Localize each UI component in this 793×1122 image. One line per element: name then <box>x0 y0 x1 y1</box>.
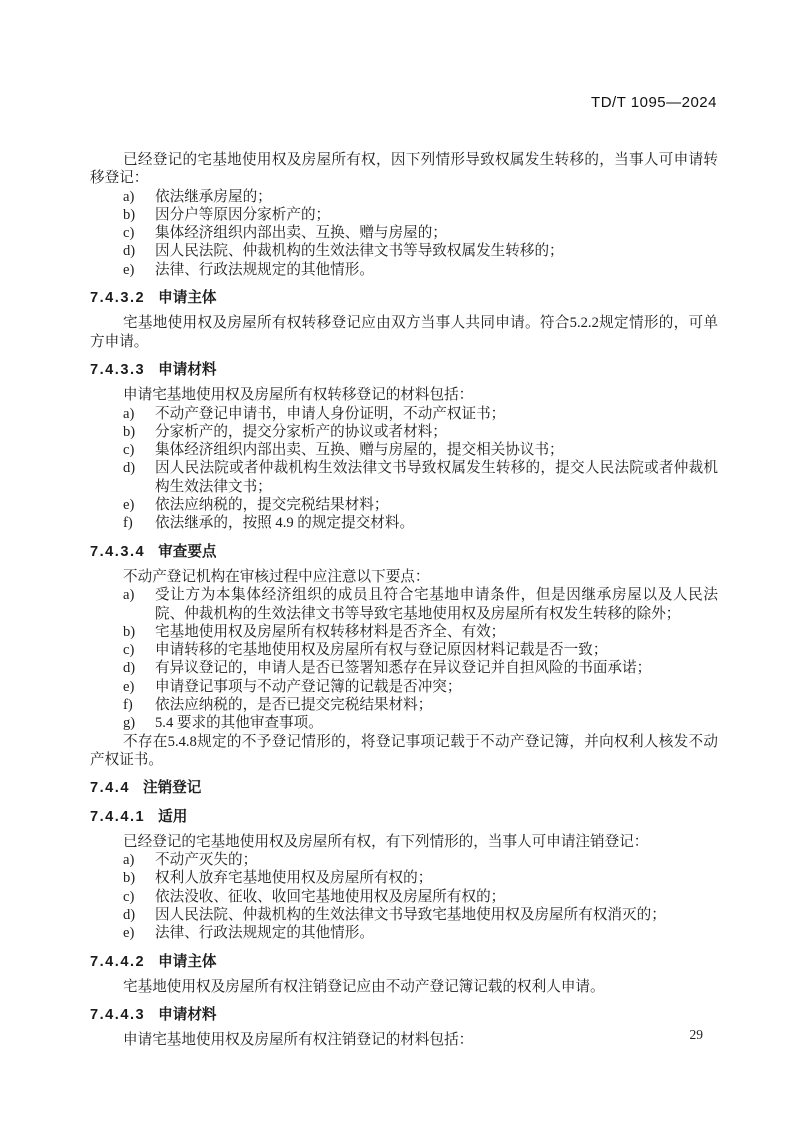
list-item <box>90 261 718 279</box>
list-item <box>90 678 718 696</box>
list-item-text: 申请登记事项与不动产登记簿的记载是否冲突； <box>155 678 462 695</box>
list-item-letter: f) <box>123 515 133 532</box>
list-item <box>90 224 718 242</box>
document-content <box>90 151 718 1050</box>
list-item <box>90 696 718 714</box>
list-item-text: 有异议登记的，申请人是否已签署知悉存在异议登记并自担风险的书面承诺； <box>155 660 652 677</box>
list-item-letter: a) <box>123 587 135 604</box>
list-item-letter: g) <box>123 715 136 732</box>
section-heading <box>90 779 718 797</box>
list-item <box>90 405 718 423</box>
list-item-text: 5.4 要求的其他审查事项。 <box>155 715 323 732</box>
list-item <box>90 586 718 623</box>
list-item-text: 依法没收、征收、收回宅基地使用权及房屋所有权的； <box>155 888 506 905</box>
list-item <box>90 496 718 514</box>
list-item <box>90 188 718 206</box>
list-item <box>90 459 718 496</box>
list-item-text: 法律、行政法规规定的其他情形。 <box>155 261 374 278</box>
list-item <box>90 906 718 924</box>
section-heading <box>90 953 718 971</box>
list-item-letter: c) <box>123 442 135 459</box>
page-header <box>591 94 717 111</box>
list-item-letter: d) <box>123 906 136 923</box>
list-item-text: 依法继承的，按照 4.9 的规定提交材料。 <box>155 515 415 532</box>
list-item-letter: b) <box>123 206 136 223</box>
paragraph: 已经登记的宅基地使用权及房屋所有权，因下列情形导致权属发生转移的，当事人可申请转移登记： <box>90 152 718 187</box>
list-item-letter: c) <box>123 888 135 905</box>
list-item-text: 依法应纳税的，是否已提交完税结果材料； <box>155 697 433 714</box>
paragraph: 申请宅基地使用权及房屋所有权注销登记的材料包括： <box>123 1032 474 1049</box>
list-item-text: 申请转移的宅基地使用权及房屋所有权与登记原因材料记载是否一致； <box>155 642 608 659</box>
list-item-letter: e) <box>123 497 135 514</box>
heading-number: 7.4.4.1 <box>90 808 146 825</box>
list-item-text: 分家析产的，提交分家析产的协议或者材料； <box>155 423 447 440</box>
list-item-text: 依法继承房屋的； <box>155 188 272 205</box>
list-item-text: 集体经济组织内部出卖、互换、赠与房屋的； <box>155 225 447 242</box>
heading-title: 适用 <box>158 808 188 825</box>
list-item <box>90 514 718 532</box>
heading-title: 申请材料 <box>158 361 217 378</box>
list-item-text: 依法应纳税的，提交完税结果材料； <box>155 497 389 514</box>
list-item-text: 权利人放弃宅基地使用权及房屋所有权的； <box>155 870 433 887</box>
list-item-letter: b) <box>123 623 136 640</box>
heading-title: 申请主体 <box>158 290 217 307</box>
list-item-text: 受让方为本集体经济组织的成员且符合宅基地申请条件，但是因继承房屋以及人民法院、仲裁机构的生效法律文书等导致宅基地使用权及房屋所有权发生转移的除外； <box>155 587 718 622</box>
list-item-text: 不动产灭失的； <box>155 852 258 869</box>
list-item-text: 法律、行政法规规定的其他情形。 <box>155 925 374 942</box>
list-item-text: 因人民法院或者仲裁机构生效法律文书导致权属发生转移的，提交人民法院或者仲裁机构生效法律文书； <box>155 460 718 495</box>
list-item <box>90 206 718 224</box>
list-item <box>90 423 718 441</box>
heading-number: 7.4.3.2 <box>90 290 146 307</box>
paragraph: 不存在5.4.8规定的不予登记情形的，将登记事项记载于不动产登记簿，并向权利人核发不动产权证书。 <box>90 733 718 768</box>
list-item-letter: e) <box>123 678 135 695</box>
list-item-letter: e) <box>123 261 135 278</box>
heading-title: 申请主体 <box>158 953 217 970</box>
list-item-letter: b) <box>123 423 136 440</box>
list-item-text: 不动产登记申请书，申请人身份证明，不动产权证书； <box>155 405 506 422</box>
list-item <box>90 659 718 677</box>
section-heading <box>90 543 718 561</box>
list-item <box>90 869 718 887</box>
paragraph: 宅基地使用权及房屋所有权转移登记应由双方当事人共同申请。符合5.2.2规定情形的，可单方申请。 <box>90 315 718 350</box>
list-item-text: 宅基地使用权及房屋所有权转移材料是否齐全、有效； <box>155 623 506 640</box>
paragraph: 已经登记的宅基地使用权及房屋所有权，有下列情形的，当事人可申请注销登记： <box>123 833 649 850</box>
heading-title: 注销登记 <box>142 780 202 797</box>
list-item-letter: a) <box>123 188 135 205</box>
heading-title: 审查要点 <box>158 543 217 560</box>
section-heading <box>90 361 718 379</box>
page-footer <box>690 1027 704 1043</box>
list-item-letter: f) <box>123 697 133 714</box>
section-heading <box>90 289 718 307</box>
list-item-text: 因人民法院、仲裁机构的生效法律文书等导致权属发生转移的； <box>155 243 564 260</box>
list-item <box>90 888 718 906</box>
paragraph: 不动产登记机构在审核过程中应注意以下要点： <box>123 568 430 585</box>
list-item-letter: c) <box>123 642 135 659</box>
list-item-text: 集体经济组织内部出卖、互换、赠与房屋的，提交相关协议书； <box>155 442 564 459</box>
list-item-letter: a) <box>123 852 135 869</box>
list-item <box>90 851 718 869</box>
page-number: 29 <box>689 1027 703 1042</box>
standard-code: TD/T 1095—2024 <box>591 94 717 111</box>
list-item <box>90 641 718 659</box>
paragraph: 申请宅基地使用权及房屋所有权转移登记的材料包括： <box>123 387 474 404</box>
heading-number: 7.4.3.4 <box>90 543 146 560</box>
list-item <box>90 924 718 942</box>
list-item-letter: d) <box>123 460 136 477</box>
heading-number: 7.4.4.2 <box>90 953 146 970</box>
list-item-letter: d) <box>123 660 136 677</box>
list-item-letter: c) <box>123 225 135 242</box>
heading-number: 7.4.3.3 <box>90 361 146 378</box>
list-item-letter: b) <box>123 870 136 887</box>
section-heading <box>90 808 718 826</box>
list-item <box>90 714 718 732</box>
heading-number: 7.4.4 <box>90 780 130 797</box>
list-item-letter: d) <box>123 243 136 260</box>
list-item <box>90 623 718 641</box>
list-item-letter: e) <box>123 925 135 942</box>
section-heading <box>90 1006 718 1024</box>
list-item-letter: a) <box>123 405 135 422</box>
heading-title: 申请材料 <box>158 1007 217 1024</box>
list-item-text: 因分户等原因分家析产的； <box>155 206 331 223</box>
paragraph: 宅基地使用权及房屋所有权注销登记应由不动产登记簿记载的权利人申请。 <box>123 978 605 995</box>
list-item-text: 因人民法院、仲裁机构的生效法律文书导致宅基地使用权及房屋所有权消灭的； <box>155 906 666 923</box>
heading-number: 7.4.4.3 <box>90 1007 146 1024</box>
list-item <box>90 242 718 260</box>
list-item <box>90 441 718 459</box>
